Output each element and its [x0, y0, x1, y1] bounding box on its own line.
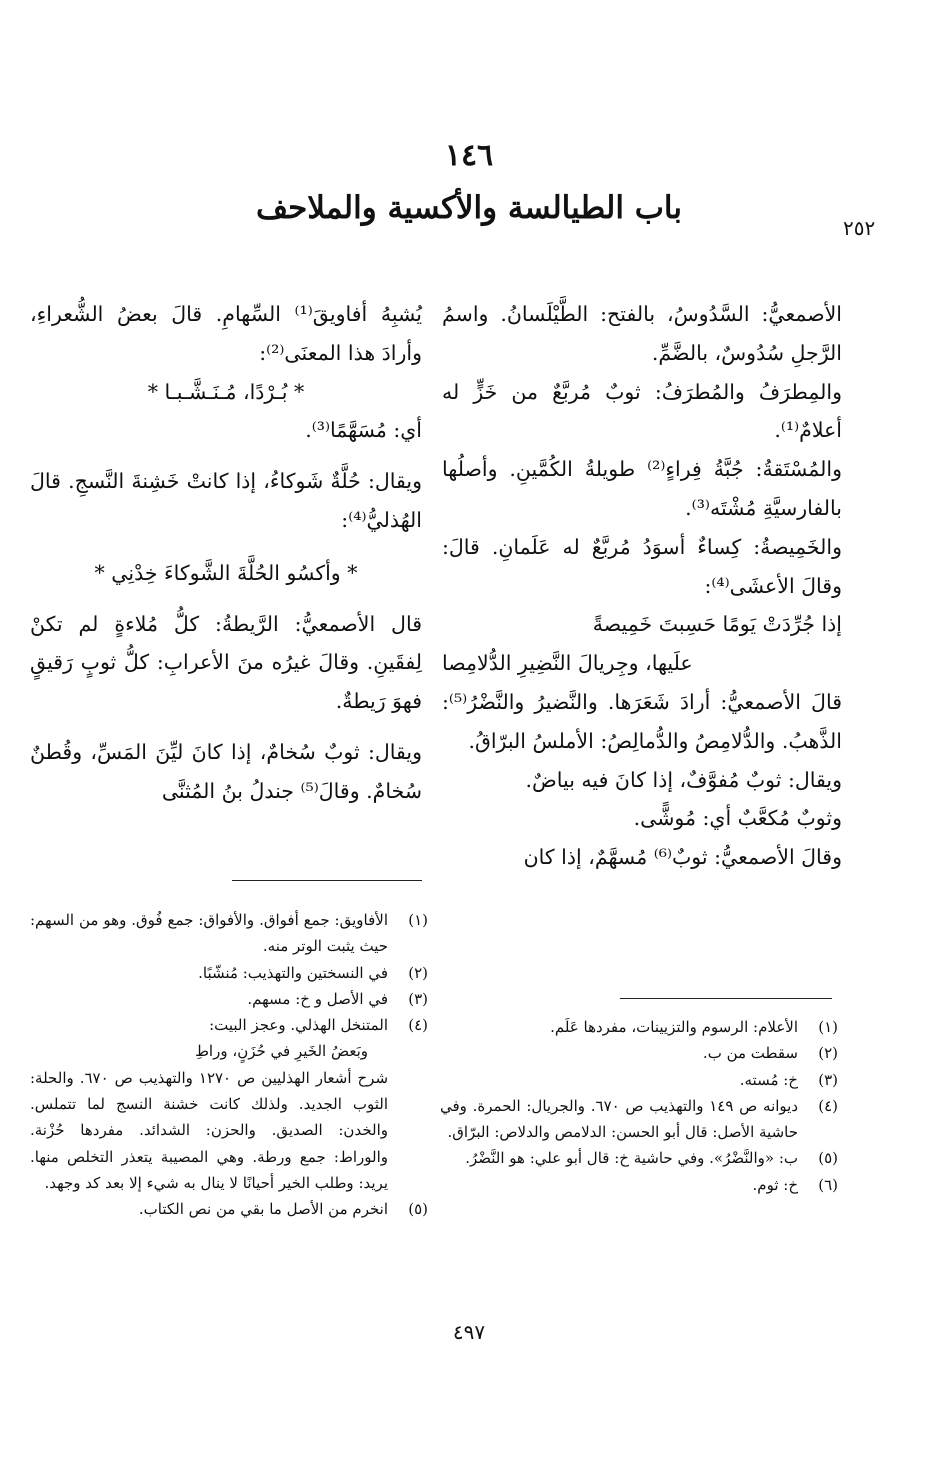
footnote-text: شرح أشعار الهذليين ص ١٢٧٠ والتهذيب ص ٦٧٠. والحلة: الثوب الجديد. ولذلك كانت خشنة النسج لما تتملس. والخدن: الصديق. والحزن: الشدائد. مفردها حُزْنة. والوراط: جمع ورطة. وهي المصيبة يتعذر التخلص منها. يريد: وطلب الخير أحيانًا لا ينال به شيء إلا بعد كد وجهد. — [30, 1068, 389, 1192]
footnote-text: ديوانه ص ١٤٩ والتهذيب ص ٦٧٠. والجريال: الحمرة. وفي حاشية الأصل: قال أبو الحسن: الدلامص والدلاص: البرّاق. — [440, 1096, 799, 1142]
paragraph: وقالَ الأصمعيُّ: ثوبٌ⁽⁶⁾ مُسهَّمٌ، إذا كان — [523, 845, 842, 870]
footnote-text: ب: «والنَّضْرُ». وفي حاشية خ: قال أبو علي: هو النَّضْرُ. — [465, 1149, 798, 1168]
footnote-number: (٤) — [408, 1016, 428, 1035]
footnote-text: خ: ثوم. — [752, 1175, 798, 1194]
verse-line: * وأكسُو الحُلَّةَ الشَّوكاءَ خِدْنِي * — [94, 560, 358, 585]
footnote-divider — [232, 880, 422, 881]
paragraph: ويقال: حُلَّةٌ شَوكاءُ، إذا كانتْ خَشِنةَ النَّسجِ. قالَ الهُذليُّ⁽⁴⁾: — [30, 469, 422, 532]
footnote-number: (٥) — [408, 1200, 428, 1219]
footnote — [30, 960, 428, 986]
footnote-continuation — [30, 1065, 428, 1196]
footnote-verse: وبَعضُ الخَيرِ في حُزَنٍ، وراطِ — [195, 1042, 368, 1061]
footnote — [440, 1040, 838, 1066]
verse-second-hemistich: علَيها، وجِريالَ النَّضِيرِ الدُّلامِصا — [442, 651, 693, 676]
footnotes-left — [30, 907, 428, 1223]
paragraph: أي: مُسَهَّمًا⁽³⁾. — [305, 418, 422, 443]
footnote-number: (٢) — [818, 1044, 838, 1063]
margin-number: ٢٥٢ — [843, 216, 876, 240]
footnote-number: (١) — [818, 1018, 838, 1036]
footnote-text: الأفاويق: جمع أفواق. والأفواق: جمع فُوق. وهو من السهم: حيث يثبت الوتر منه. — [30, 911, 388, 956]
paragraph: ويقال: ثوبٌ سُخامٌ، إذا كانَ ليِّنَ المَسِّ، وقُطنٌ سُخامٌ. وقالَ⁽⁵⁾ جندلُ بنُ المُثنَّى — [30, 739, 422, 803]
footnote-text: المتنخل الهذلي. وعجز البيت: — [209, 1016, 388, 1035]
paragraph: وثوبٌ مُكعَّبٌ أي: مُوشًّى. — [633, 806, 842, 831]
right-column — [442, 295, 842, 877]
paragraph: الأصمعيُّ: السَّدُوسُ، بالفتح: الطَّيْلَسانُ. واسمُ الرَّجلِ سُدُوسٌ، بالضَّمِّ. — [442, 302, 842, 365]
footnote — [440, 1093, 838, 1146]
footnote-text: سقطت من ب. — [702, 1044, 798, 1063]
footnote — [440, 1172, 838, 1198]
footnote-number: (٣) — [818, 1070, 838, 1089]
chapter-number: ١٤٦ — [444, 138, 494, 173]
verse-line: * بُـرْدًا، مُـنَـشَّـبـا * — [147, 379, 305, 404]
footnote — [440, 1067, 838, 1093]
verse-first-hemistich: إذا جُرِّدَتْ يَومًا حَسِبتَ خَمِيصةً — [592, 612, 842, 637]
footnote — [30, 1012, 428, 1038]
paragraph: قال الأصمعيُّ: الرَّيطةُ: كلُّ مُلاءةٍ لم تكنْ لِفقَينِ. وقالَ غيرُه منَ الأعرابِ: كلُّ ثوبٍ رَقيقٍ فهوَ رَيطةٌ. — [30, 611, 422, 714]
chapter-title: باب الطيالسة والأكسية والملاحف — [256, 190, 682, 226]
footnote-number: (٢) — [408, 963, 428, 982]
paragraph: يُشبِهُ أفاويقَ⁽¹⁾ السِّهامِ. قالَ بعضُ الشُّعراءِ، وأرادَ هذا المعنَى⁽²⁾: — [30, 302, 422, 365]
paragraph: والمِطرَفُ والمُطرَفُ: ثوبٌ مُربَّعٌ من خَزٍّ له أعلامٌ⁽¹⁾. — [442, 379, 842, 443]
footnote-number: (٦) — [818, 1175, 838, 1194]
paragraph: قالَ الأصمعيُّ: أرادَ شَعَرَها. والنَّضيرُ والنَّضْرُ⁽⁵⁾: الذَّهبُ. والدُّلامِصُ والدُّمالِصُ: الأملسُ البرّاقُ. — [442, 689, 842, 753]
footnote-text: في النسختين والتهذيب: مُنشّبًا. — [198, 963, 388, 982]
footnote-text: خ: مُسته. — [739, 1070, 798, 1089]
footnote-number: (١) — [408, 911, 428, 929]
paragraph: والمُسْتَقةُ: جُبَّةُ فِراءٍ⁽²⁾ طويلةُ الكُمَّينِ. وأصلُها بالفارسيَّةِ مُشْتَه⁽³⁾. — [442, 457, 842, 520]
footnote — [440, 1014, 838, 1040]
footnote-divider — [620, 998, 832, 999]
footnote — [30, 1196, 428, 1222]
footnote — [30, 986, 428, 1012]
footnote — [440, 1145, 838, 1171]
footnotes-right — [440, 1014, 838, 1198]
paragraph: ويقال: ثوبٌ مُفوَّفٌ، إذا كانَ فيه بياضٌ. — [525, 767, 842, 792]
footnote-number: (٥) — [818, 1149, 838, 1168]
footnote-text: في الأصل و خ: مسهم. — [247, 989, 388, 1008]
footnote-number: (٤) — [818, 1096, 838, 1115]
footnote-text: انخرم من الأصل ما بقي من نص الكتاب. — [138, 1200, 388, 1219]
left-column — [30, 295, 422, 811]
page-number: ٤٩٧ — [452, 1320, 486, 1344]
footnote — [30, 907, 428, 960]
footnote-number: (٣) — [408, 989, 428, 1008]
footnote-text: الأعلام: الرسوم والتزيينات، مفردها عَلَم. — [550, 1018, 798, 1036]
paragraph: والخَمِيصةُ: كِساءٌ أسوَدُ مُربَّعٌ له عَلَمانِ. قالَ: وقالَ الأعشَى⁽⁴⁾: — [442, 534, 842, 598]
